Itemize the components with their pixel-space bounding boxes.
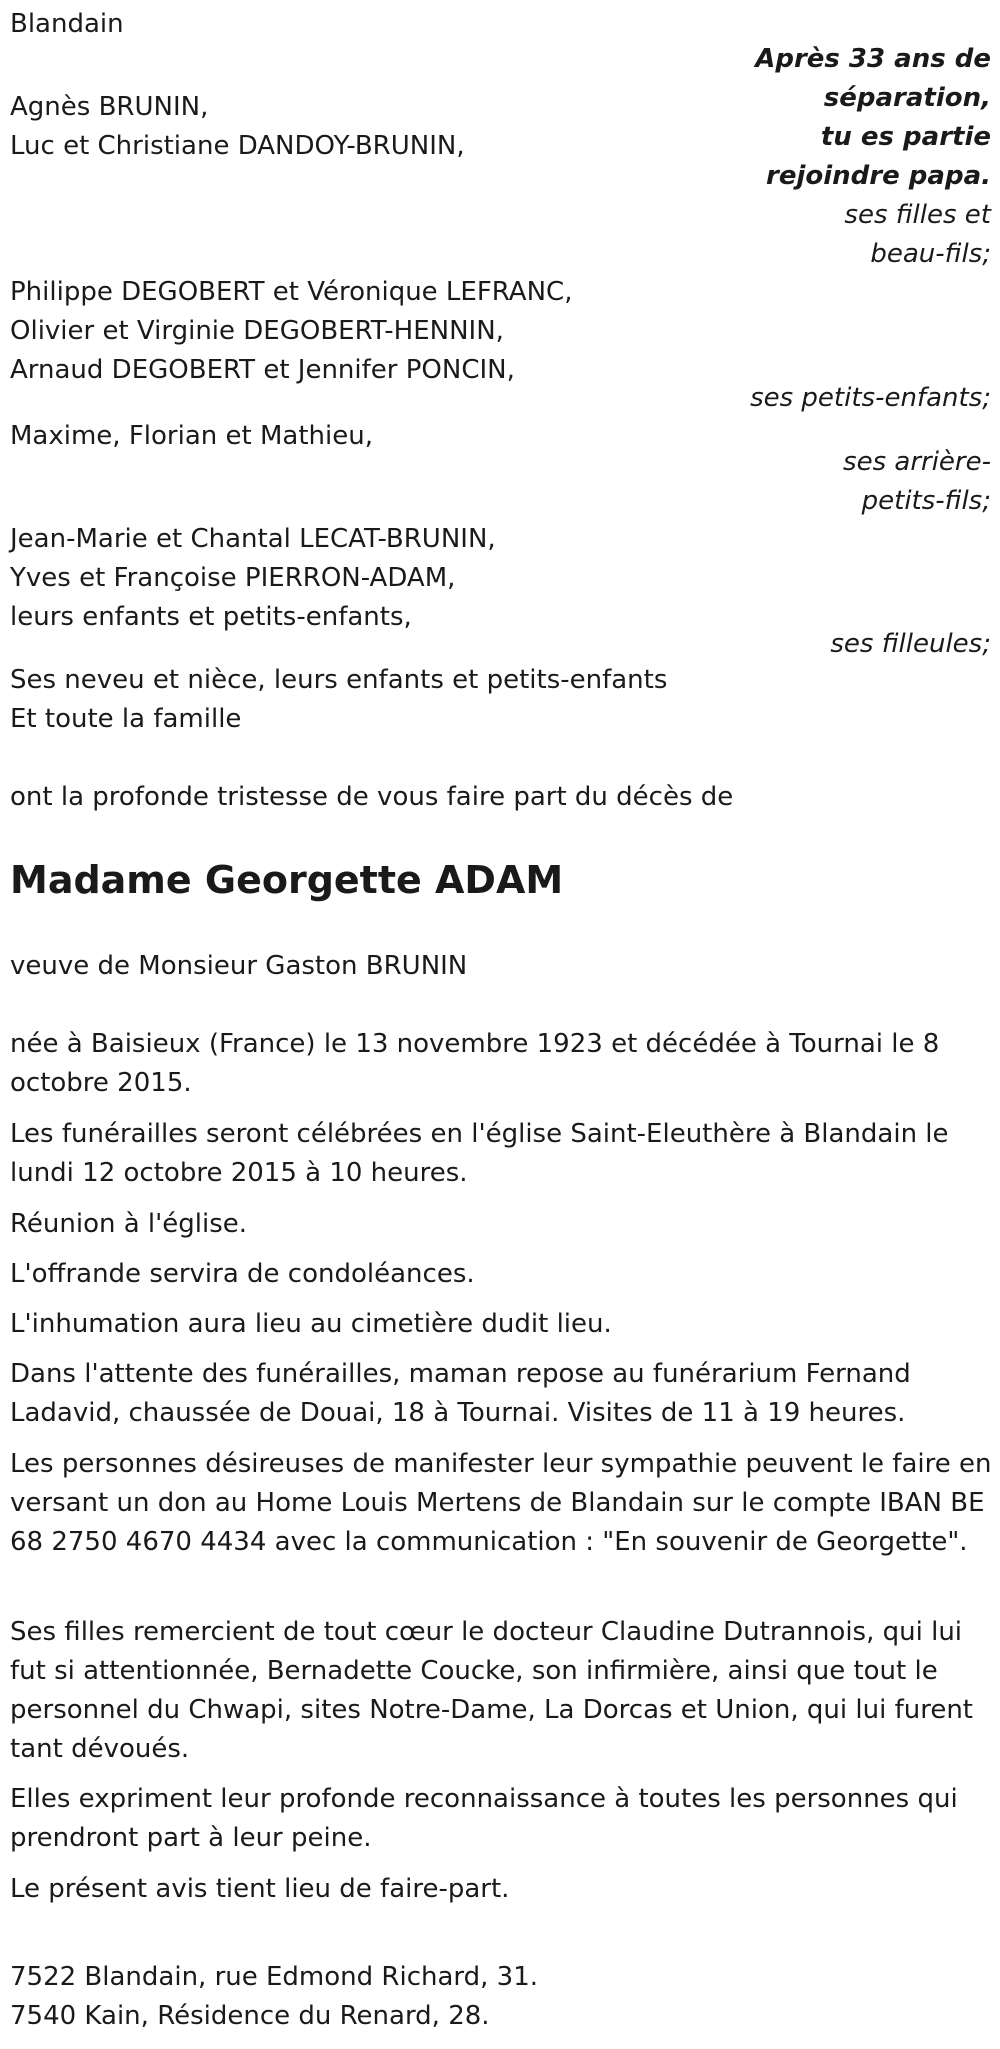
deceased-name-heading: Madame Georgette ADAM <box>10 858 564 902</box>
goddaughter-line-1: Jean-Marie et Chantal LECAT-BRUNIN, <box>10 524 496 554</box>
widow-of-text: veuve de Monsieur Gaston BRUNIN <box>10 951 468 981</box>
thanks-paragraph: Ses filles remercient de tout cœur le docteur Claudine Dutrannois, qui lui fut si attentionnée, Bernadette Coucke, son infirmière, ainsi que tout le personnel du Chwapi, sites Notre-Dame, La Dorcas et Union, qui lui furent tant dévoués. <box>10 1617 973 1764</box>
funeral-paragraph: Les funérailles seront célébrées en l'église Saint-Eleuthère à Blandain le lundi 12 octobre 2015 à 10 heures. <box>10 1119 949 1188</box>
meeting-paragraph: Réunion à l'église. <box>10 1209 248 1239</box>
grandchild-line-2: Olivier et Virginie DEGOBERT-HENNIN, <box>10 316 504 346</box>
grandchild-line-1: Philippe DEGOBERT et Véronique LEFRANC, <box>10 277 573 307</box>
gratitude-paragraph: Elles expriment leur profonde reconnaissance à toutes les personnes qui prendront part à leur peine. <box>10 1784 958 1853</box>
goddaughter-line-3: leurs enfants et petits-enfants, <box>10 602 412 632</box>
others-line-2: Et toute la famille <box>10 704 242 734</box>
daughter-line-2: Luc et Christiane DANDOY-BRUNIN, <box>10 131 465 161</box>
quote-line-4: rejoindre papa. <box>766 161 991 191</box>
great-grandchildren-label-1: ses arrière- <box>843 447 991 477</box>
place-name: Blandain <box>10 9 124 39</box>
offering-paragraph: L'offrande servira de condoléances. <box>10 1259 475 1289</box>
daughters-label-2: beau-fils; <box>870 239 991 269</box>
quote-line-1: Après 33 ans de <box>755 44 991 74</box>
goddaughter-line-2: Yves et Françoise PIERRON-ADAM, <box>10 563 456 593</box>
goddaughters-label: ses filleules; <box>830 629 991 659</box>
great-grandchildren-label-2: petits-fils; <box>861 486 991 516</box>
great-grandchildren-line: Maxime, Florian et Mathieu, <box>10 421 373 451</box>
quote-line-3: tu es partie <box>820 122 991 152</box>
announcement-text: ont la profonde tristesse de vous faire part du décès de <box>10 782 734 812</box>
birth-death-paragraph: née à Baisieux (France) le 13 novembre 1923 et décédée à Tournai le 8 octobre 2015. <box>10 1029 940 1098</box>
daughters-label-1: ses filles et <box>844 200 991 230</box>
grandchild-line-3: Arnaud DEGOBERT et Jennifer PONCIN, <box>10 355 515 385</box>
quote-line-2: séparation, <box>823 83 991 113</box>
daughter-line-1: Agnès BRUNIN, <box>10 92 209 122</box>
burial-paragraph: L'inhumation aura lieu au cimetière dudit lieu. <box>10 1309 612 1339</box>
address-line-2: 7540 Kain, Résidence du Renard, 28. <box>10 2001 490 2031</box>
grandchildren-label: ses petits-enfants; <box>750 383 991 413</box>
donation-paragraph: Les personnes désireuses de manifester leur sympathie peuvent le faire en versant un don au Home Louis Mertens de Blandain sur le compte IBAN BE 68 2750 4670 4434 avec la communication : "En souvenir de Georgette". <box>10 1449 992 1557</box>
others-line-1: Ses neveu et nièce, leurs enfants et petits-enfants <box>10 665 668 695</box>
funerarium-paragraph: Dans l'attente des funérailles, maman repose au funérarium Fernand Ladavid, chaussée de Douai, 18 à Tournai. Visites de 11 à 19 heures. <box>10 1359 911 1428</box>
notice-paragraph: Le présent avis tient lieu de faire-part. <box>10 1874 510 1904</box>
address-line-1: 7522 Blandain, rue Edmond Richard, 31. <box>10 1962 539 1992</box>
